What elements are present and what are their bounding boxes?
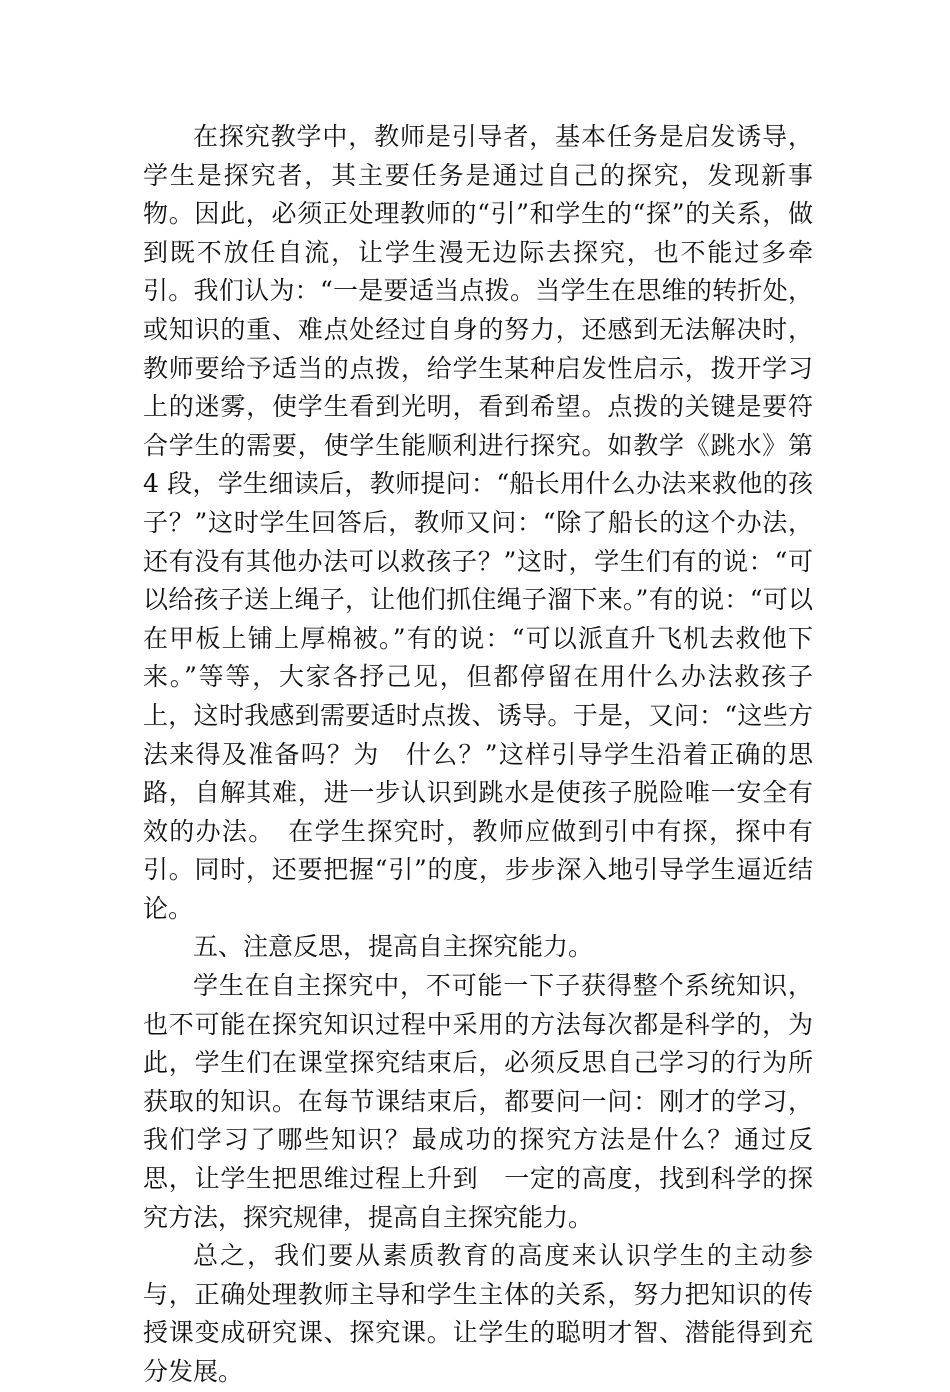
section-heading-reflection: 五、注意反思，提高自主探究能力。 <box>193 932 594 962</box>
paragraph-conclusion: 总之，我们要从素质教育的高度来认识学生的主动参与，正确处理教师主导和学生主体的关系，努力把知识的传授课变成研究课、探究课。让学生的聪明才智、潜能得到充分发展。 <box>143 1241 813 1386</box>
document-body <box>143 118 813 1392</box>
paragraph-reflection: 学生在自主探究中，不可能一下子获得整个系统知识，也不可能在探究知识过程中采用的方法每次都是科学的，为此，学生们在课堂探究结束后，必须反思自己学习的行为所获取的知识。在每节课结束后，都要问一问：刚才的学习，我们学习了哪些知识？最成功的探究方法是什么？通过反思，让学生把思维过程上升到 一定的高度，找到科学的探究方法，探究规律，提高自主探究能力。 <box>143 971 813 1232</box>
paragraph-guidance: 在探究教学中，教师是引导者，基本任务是启发诱导，学生是探究者，其主要任务是通过自己的探究，发现新事物。因此，必须正处理教师的“引”和学生的“探”的关系，做到既不放任自流，让学生漫无边际去探究，也不能过多牵引。我们认为：“一是要适当点拨。当学生在思维的转折处，或知识的重、难点处经过自身的努力，还感到无法解决时，教师要给予适当的点拨，给学生某种启发性启示，拨开学习上的迷雾，使学生看到光明，看到希望。点拨的关键是要符合学生的需要，使学生能顺利进行探究。如教学《跳水》第 4 段，学生细读后，教师提问：“船长用什么办法来救他的孩子？”这时学生回答后，教师又问：“除了船长的这个办法，还有没有其他办法可以救孩子？”这时，学生们有的说：“可以给孩子送上绳子，让他们抓住绳子溜下来。”有的说：“可以在甲板上铺上厚棉被。”有的说：“可以派直升飞机去救他下来。”等等，大家各抒己见，但都停留在用什么办法救孩子上，这时我感到需要适时点拨、诱导。于是，又问：“这些方法来得及准备吗？为 什么？”这样引导学生沿着正确的思路，自解其难，进一步认识到跳水是使孩子脱险唯一安全有效的办法。 在学生探究时，教师应做到引中有探，探中有引。同时，还要把握“引”的度，步步深入地引导学生逼近结论。 <box>143 122 813 923</box>
